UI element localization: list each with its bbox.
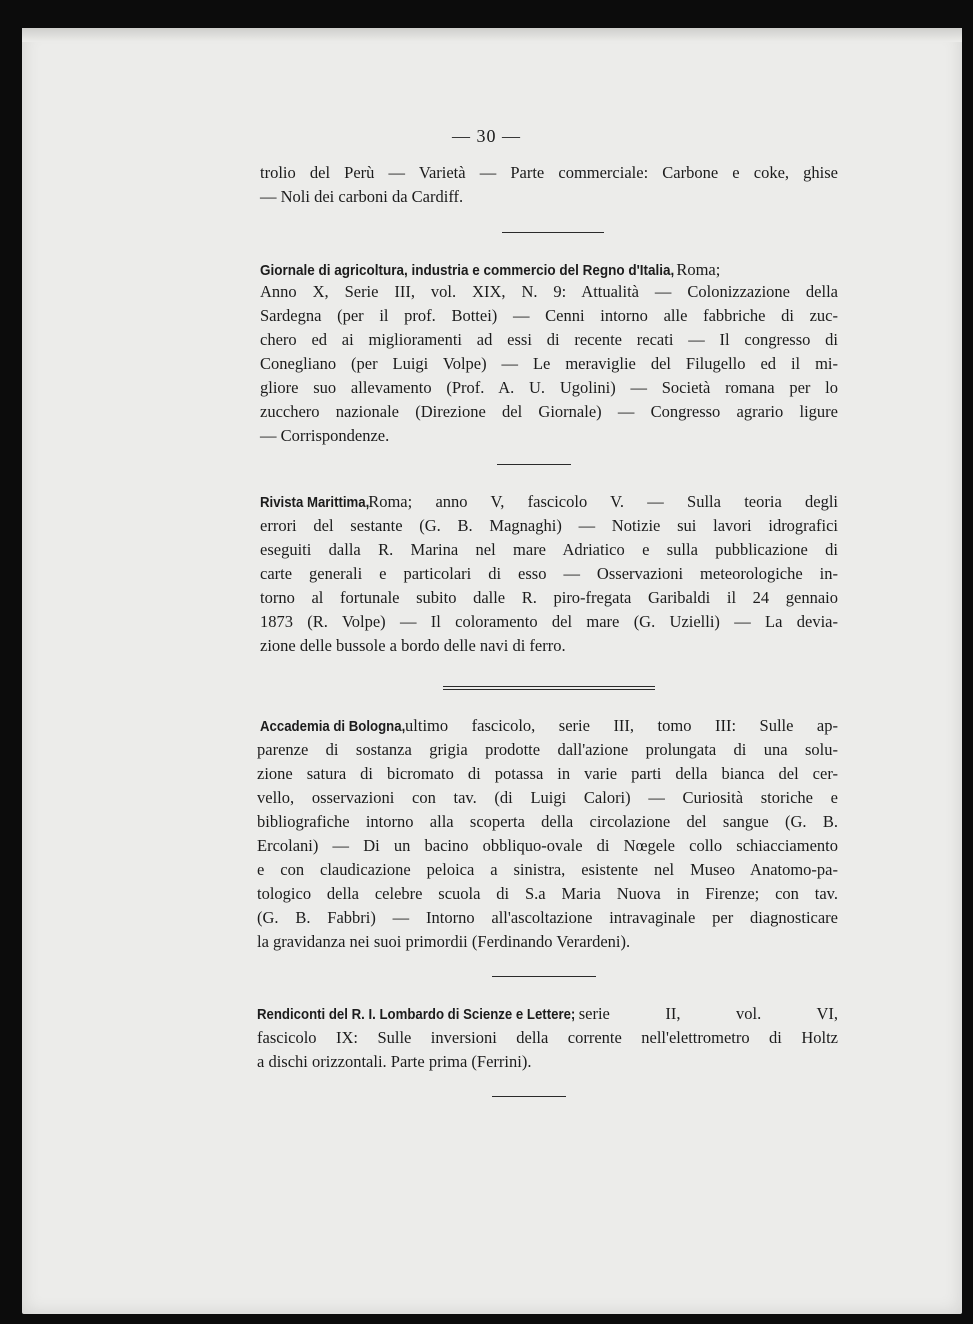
entry-3-line-4: Ercolani) — Di un bacino obbliquo-ovale di Nœgele collo schiacciamento bbox=[257, 836, 838, 855]
entry-1-heading-rest: Roma; bbox=[676, 260, 721, 279]
entry-0-line-1: — Noli dei carboni da Cardiff. bbox=[260, 187, 464, 206]
entry-3-heading: Accademia di Bologna, bbox=[260, 718, 406, 735]
entry-3-line-3: bibliografiche intorno alla scoperta della circolazione del sangue (G. B. bbox=[257, 812, 838, 831]
entry-1-line-2: chero ed ai miglioramenti ad essi di recente recati — Il congresso di bbox=[260, 330, 838, 349]
entry-1-line-0: Anno X, Serie III, vol. XIX, N. 9: Attualità — Colonizzazione della bbox=[260, 282, 838, 301]
entry-1-line-6: — Corrispondenze. bbox=[260, 426, 390, 445]
entry-3-line-5: e con claudicazione peloica a sinistra, esistente nel Museo Anatomo-pa- bbox=[257, 860, 838, 879]
section-divider-double bbox=[443, 686, 655, 690]
entry-3-line-2: vello, osservazioni con tav. (di Luigi Calori) — Curiosità storiche e bbox=[257, 788, 838, 807]
entry-1-line-5: zucchero nazionale (Direzione del Giornale) — Congresso agrario ligure bbox=[260, 402, 838, 421]
entry-2-line-2: carte generali e particolari di esso — Osservazioni meteorologiche in- bbox=[260, 564, 838, 583]
entry-2-line-1: eseguiti dalla R. Marina nel mare Adriatico e sulla pubblicazione di bbox=[260, 540, 838, 559]
page-number: — 30 — bbox=[452, 126, 521, 146]
section-divider bbox=[492, 1096, 566, 1097]
entry-4-line-0: fascicolo IX: Sulle inversioni della corrente nell'elettrometro di Holtz bbox=[257, 1028, 838, 1047]
entry-2-heading-rest: Roma; anno V, fascicolo V. — Sulla teoria degli bbox=[368, 492, 838, 511]
entry-2-heading: Rivista Marittima, bbox=[260, 494, 370, 511]
entry-4-line-1: a dischi orizzontali. Parte prima (Ferrini). bbox=[257, 1052, 532, 1071]
entry-2-line-0: errori del sestante (G. B. Magnaghi) — Notizie sui lavori idrografici bbox=[260, 516, 838, 535]
entry-2-line-5: zione delle bussole a bordo delle navi di ferro. bbox=[260, 636, 566, 655]
section-divider bbox=[492, 976, 596, 977]
entry-0-line-0: trolio del Perù — Varietà — Parte commerciale: Carbone e coke, ghise bbox=[260, 163, 838, 182]
entry-1-line-3: Conegliano (per Luigi Volpe) — Le meraviglie del Filugello ed il mi- bbox=[260, 354, 838, 373]
entry-2-heading-line bbox=[260, 490, 838, 515]
entry-1-line-1: Sardegna (per il prof. Bottei) — Cenni intorno alle fabbriche di zuc- bbox=[260, 306, 838, 325]
section-divider bbox=[497, 464, 571, 465]
entry-4-heading: Rendiconti del R. I. Lombardo di Scienze e Lettere; bbox=[257, 1006, 576, 1023]
page-sheet bbox=[22, 28, 962, 1314]
section-divider bbox=[502, 232, 604, 233]
entry-3-line-6: tologico della celebre scuola di S.a Maria Nuova in Firenze; con tav. bbox=[257, 884, 838, 903]
entry-4-heading-rest: serie II, vol. VI, bbox=[578, 1004, 838, 1023]
entry-3-line-1: zione satura di bicromato di potassa in varie parti della bianca del cer- bbox=[257, 764, 838, 783]
entry-3-heading-rest: ultimo fascicolo, serie III, tomo III: Sulle ap- bbox=[405, 716, 838, 735]
entry-2-line-4: 1873 (R. Volpe) — Il coloramento del mare (G. Uzielli) — La devia- bbox=[260, 612, 838, 631]
entry-1-line-4: gliore suo allevamento (Prof. A. U. Ugolini) — Società romana per lo bbox=[260, 378, 838, 397]
entry-4-heading-line bbox=[257, 1002, 838, 1027]
entry-3-line-7: (G. B. Fabbri) — Intorno all'ascoltazione intravaginale per diagnosticare bbox=[257, 908, 838, 927]
entry-3-heading-line bbox=[260, 714, 838, 739]
entry-3-line-0: parenze di sostanza grigia prodotte dall'azione prolungata di una solu- bbox=[257, 740, 838, 759]
entry-2-line-3: torno al fortunale subito dalle R. piro-fregata Garibaldi il 24 gennaio bbox=[260, 588, 838, 607]
entry-3-line-8: la gravidanza nei suoi primordii (Ferdinando Verardeni). bbox=[257, 932, 631, 951]
entry-1-heading: Giornale di agricoltura, industria e commercio del Regno d'Italia, bbox=[260, 262, 675, 279]
